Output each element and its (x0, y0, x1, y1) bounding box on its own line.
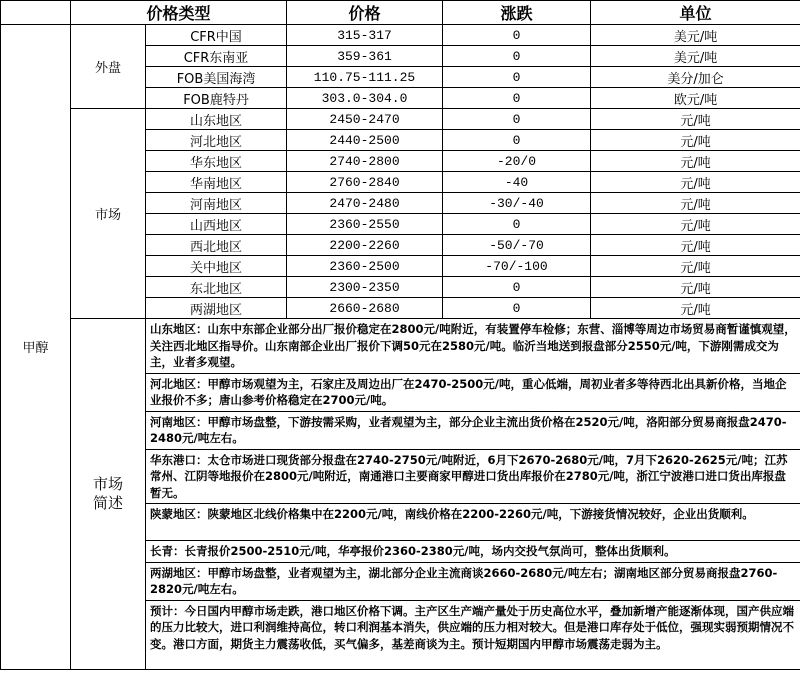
row-price: 2360-2550 (287, 214, 443, 235)
row-name: 河北地区 (146, 130, 287, 151)
row-price: 2360-2500 (287, 256, 443, 277)
row-price: 2470-2480 (287, 193, 443, 214)
note-shandong: 山东地区：山东中东部企业部分出厂报价稳定在2800元/吨附近，有装置停车检修；东营、淄博等周边市场贸易商暂谨慎观望，关注西北地区指导价。山东南部企业出厂报价下调50元在2580元/吨。临沂当地送到报盘部分2550元/吨，下游刚需成交为主，业者多观望。 (146, 319, 800, 374)
group-summary-line2: 简述 (92, 493, 123, 512)
row-price: 2760-2840 (287, 172, 443, 193)
row-change: 0 (443, 130, 591, 151)
header-unit: 单位 (591, 1, 800, 25)
row-change: -70/-100 (443, 256, 591, 277)
row-price: 2660-2680 (287, 298, 443, 319)
row-unit: 元/吨 (591, 298, 800, 319)
row-change: 0 (443, 298, 591, 319)
row-name: 山东地区 (146, 109, 287, 130)
row-price: 110.75-111.25 (287, 67, 443, 88)
row-unit: 元/吨 (591, 193, 800, 214)
note-shaanxi-mongolia: 陕蒙地区：陕蒙地区北线价格集中在2200元/吨，南线价格在2200-2260元/吨，下游接货情况较好，企业出货顺利。 (146, 504, 800, 541)
row-name: CFR中国 (146, 25, 287, 46)
row-unit: 美元/吨 (591, 46, 800, 67)
row-change: 0 (443, 67, 591, 88)
row-unit: 元/吨 (591, 277, 800, 298)
row-price: 2740-2800 (287, 151, 443, 172)
table-row (1, 25, 800, 46)
note-forecast: 预计：今日国内甲醇市场走跌，港口地区价格下调。主产区生产端产量处于历史高位水平，叠加新增产能逐渐体现，国产供应端的压力比较大，进口利润维持高位，转口利润基本消失，供应端的压力相对较大。但是港口库存处于低位，强现实弱预期情况不变。港口方面，期货主力震荡收低，买气偏多，基差商谈为主。预计短期国内甲醇市场震荡走弱为主。 (146, 600, 800, 669)
note-changqing: 长青：长青报价2500-2510元/吨，华亭报价2360-2380元/吨，场内交投气氛尚可，整体出货顺利。 (146, 541, 800, 563)
row-price: 315-317 (287, 25, 443, 46)
row-name: 西北地区 (146, 235, 287, 256)
group-summary (71, 319, 146, 670)
row-change: -30/-40 (443, 193, 591, 214)
row-unit: 元/吨 (591, 172, 800, 193)
row-unit: 元/吨 (591, 256, 800, 277)
row-price: 303.0-304.0 (287, 88, 443, 109)
row-unit: 元/吨 (591, 235, 800, 256)
row-name: 山西地区 (146, 214, 287, 235)
row-name: 华南地区 (146, 172, 287, 193)
note-hebei: 河北地区：甲醇市场观望为主，石家庄及周边出厂在2470-2500元/吨，重心低端，周初业者多等待西北出具新价格，当地企业报价不多；唐山参考价格稳定在2700元/吨。 (146, 373, 800, 411)
header-change: 涨跌 (443, 1, 591, 25)
row-unit: 美元/吨 (591, 25, 800, 46)
row-unit: 欧元/吨 (591, 88, 800, 109)
product-name: 甲醇 (1, 25, 71, 670)
row-unit: 美分/加仑 (591, 67, 800, 88)
row-name: 关中地区 (146, 256, 287, 277)
row-price: 359-361 (287, 46, 443, 67)
row-change: 0 (443, 109, 591, 130)
row-name: 两湖地区 (146, 298, 287, 319)
row-change: 0 (443, 277, 591, 298)
header-price: 价格 (287, 1, 443, 25)
note-row (1, 319, 800, 374)
row-price: 2200-2260 (287, 235, 443, 256)
row-name: FOB鹿特丹 (146, 88, 287, 109)
row-change: -40 (443, 172, 591, 193)
row-name: CFR东南亚 (146, 46, 287, 67)
row-change: -20/0 (443, 151, 591, 172)
row-price: 2440-2500 (287, 130, 443, 151)
note-lianghu: 两湖地区：甲醇市场盘整，业者观望为主，湖北部分企业主流商谈2660-2680元/吨左右；湖南地区部分贸易商报盘2760-2820元/吨左右。 (146, 562, 800, 600)
table-row (1, 109, 800, 130)
row-name: 东北地区 (146, 277, 287, 298)
group-market: 市场 (71, 109, 146, 319)
row-unit: 元/吨 (591, 130, 800, 151)
row-unit: 元/吨 (591, 214, 800, 235)
row-change: 0 (443, 88, 591, 109)
row-change: -50/-70 (443, 235, 591, 256)
row-change: 0 (443, 25, 591, 46)
header-price-type: 价格类型 (71, 1, 287, 25)
row-name: 华东地区 (146, 151, 287, 172)
header-blank (1, 1, 71, 25)
row-change: 0 (443, 214, 591, 235)
row-price: 2300-2350 (287, 277, 443, 298)
group-external: 外盘 (71, 25, 146, 109)
header-row (1, 1, 800, 25)
note-henan: 河南地区：甲醇市场盘整，下游按需采购，业者观望为主，部分企业主流出货价格在2520元/吨，洛阳部分贸易商报盘2470-2480元/吨左右。 (146, 411, 800, 449)
row-name: 河南地区 (146, 193, 287, 214)
note-east-china-port: 华东港口：太仓市场进口现货部分报盘在2740-2750元/吨附近，6月下2670-2680元/吨，7月下2620-2625元/吨；江苏常州、江阴等地报价在2800元/吨附近，南通港口主要商家甲醇进口货出库报价在2780元/吨，浙江宁波港口进口货出库报盘暂无。 (146, 449, 800, 504)
row-name: FOB美国海湾 (146, 67, 287, 88)
row-unit: 元/吨 (591, 109, 800, 130)
row-price: 2450-2470 (287, 109, 443, 130)
row-change: 0 (443, 46, 591, 67)
row-unit: 元/吨 (591, 151, 800, 172)
group-summary-line1: 市场 (92, 474, 123, 493)
